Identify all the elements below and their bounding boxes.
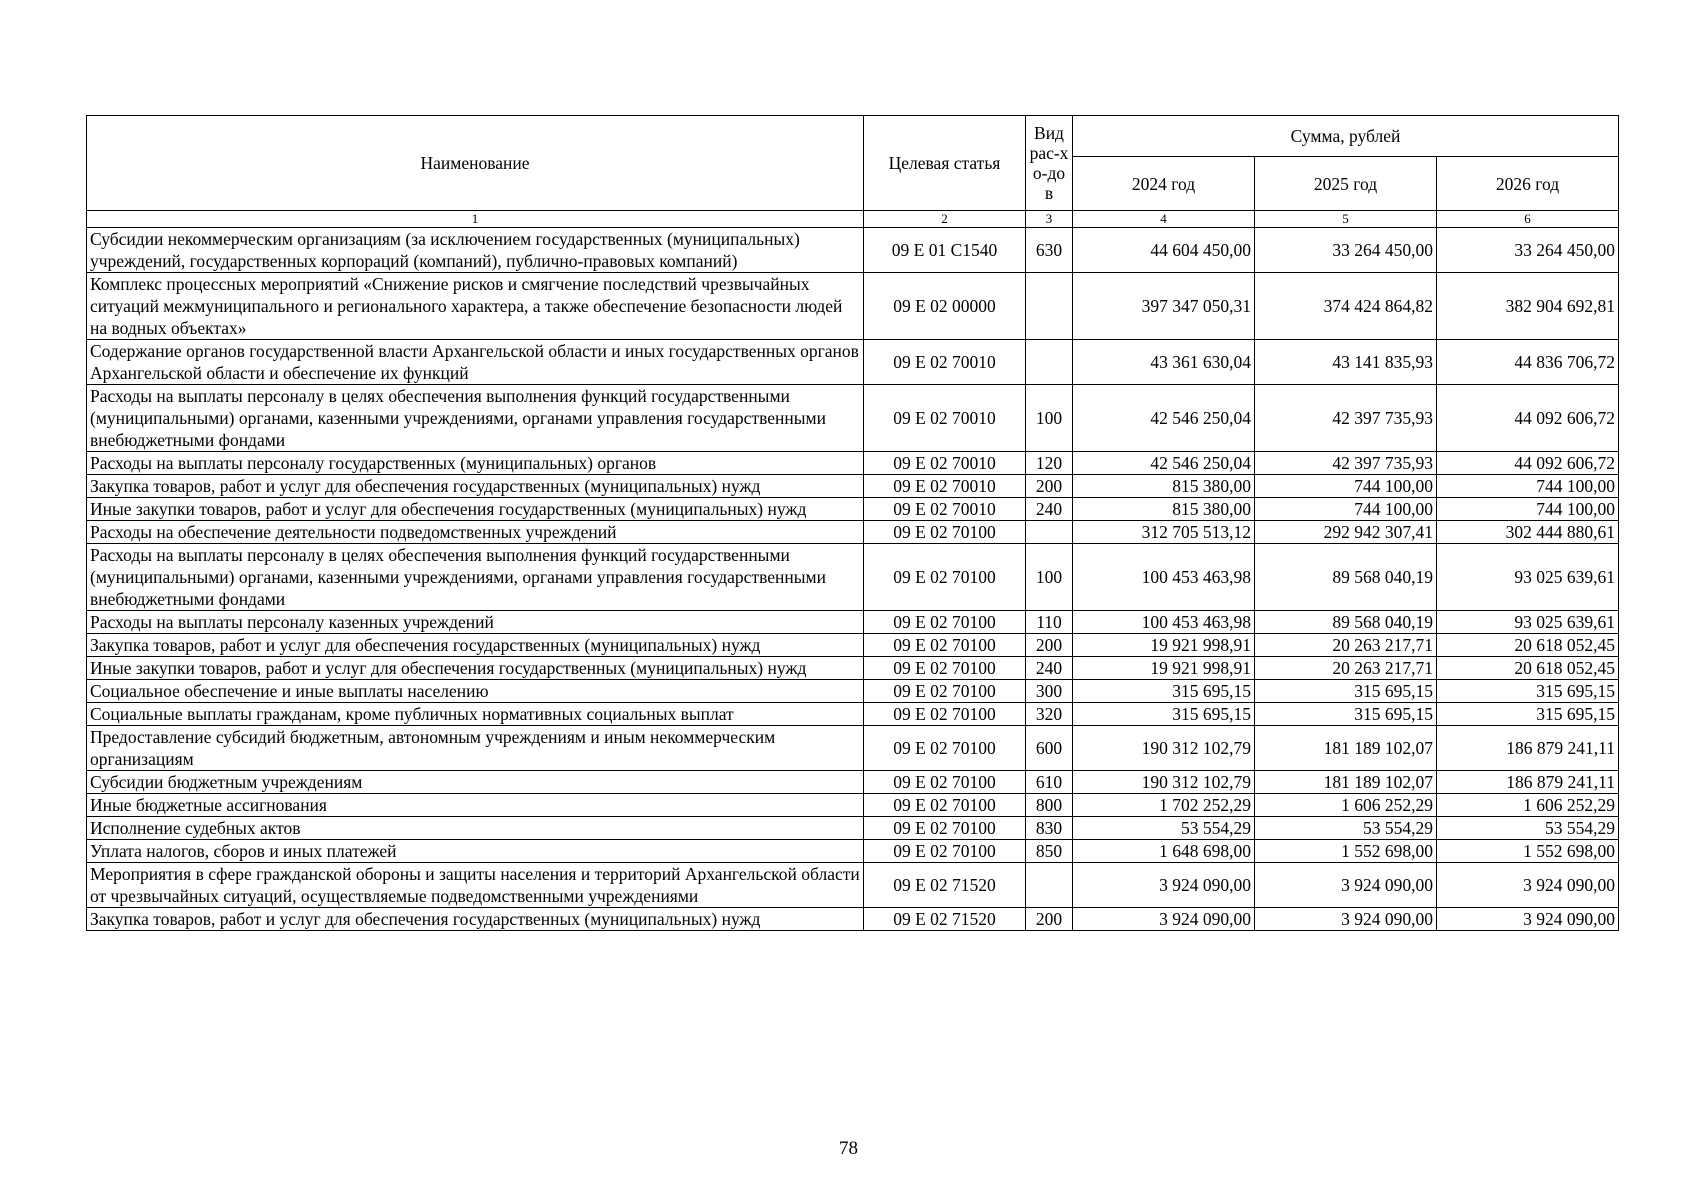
row-amount-2025: 43 141 835,93 [1255,340,1437,385]
row-target-article: 09 Е 02 70100 [864,703,1026,726]
row-expense-type [1026,521,1073,544]
row-name: Субсидии некоммерческим организациям (за исключением государственных (муниципальных) учреждений, государственных корпораций (компаний), публично-правовых компаний) [87,228,864,273]
row-expense-type: 200 [1026,908,1073,931]
table-row [87,794,1619,817]
row-target-article: 09 Е 02 71520 [864,863,1026,908]
row-amount-2024: 19 921 998,91 [1073,657,1255,680]
budget-table [86,115,1619,931]
row-amount-2024: 1 648 698,00 [1073,840,1255,863]
header-name: Наименование [87,116,864,211]
row-amount-2025: 744 100,00 [1255,475,1437,498]
table-row [87,703,1619,726]
row-amount-2024: 815 380,00 [1073,498,1255,521]
row-name: Комплекс процессных мероприятий «Снижение рисков и смягчение последствий чрезвычайных ситуаций межмуниципального и регионального характера, а также обеспечение безопасности людей на водных объектах» [87,273,864,340]
header-year-2024: 2024 год [1073,157,1255,211]
row-target-article: 09 Е 02 70100 [864,634,1026,657]
row-expense-type: 300 [1026,680,1073,703]
row-name: Расходы на выплаты персоналу государственных (муниципальных) органов [87,452,864,475]
table-row [87,771,1619,794]
row-target-article: 09 Е 02 70100 [864,840,1026,863]
header-expense-type: Вид рас-хо-дов [1026,116,1073,211]
row-amount-2024: 19 921 998,91 [1073,634,1255,657]
table-row [87,817,1619,840]
row-amount-2024: 44 604 450,00 [1073,228,1255,273]
row-amount-2024: 42 546 250,04 [1073,385,1255,452]
row-amount-2024: 3 924 090,00 [1073,908,1255,931]
row-amount-2024: 815 380,00 [1073,475,1255,498]
row-expense-type: 830 [1026,817,1073,840]
row-name: Мероприятия в сфере гражданской обороны и защиты населения и территорий Архангельской области от чрезвычайных ситуаций, осуществляемые подведомственными учреждениями [87,863,864,908]
row-expense-type: 240 [1026,657,1073,680]
row-name: Социальные выплаты гражданам, кроме публичных нормативных социальных выплат [87,703,864,726]
row-target-article: 09 Е 01 С1540 [864,228,1026,273]
row-amount-2026: 315 695,15 [1437,703,1619,726]
row-amount-2025: 292 942 307,41 [1255,521,1437,544]
row-target-article: 09 Е 02 70100 [864,817,1026,840]
row-amount-2024: 53 554,29 [1073,817,1255,840]
table-row [87,908,1619,931]
row-target-article: 09 Е 02 70100 [864,657,1026,680]
row-target-article: 09 Е 02 70010 [864,498,1026,521]
row-amount-2025: 315 695,15 [1255,680,1437,703]
row-expense-type: 240 [1026,498,1073,521]
row-name: Социальное обеспечение и иные выплаты населению [87,680,864,703]
table-row [87,680,1619,703]
row-expense-type: 320 [1026,703,1073,726]
row-amount-2025: 42 397 735,93 [1255,385,1437,452]
row-name: Расходы на выплаты персоналу казенных учреждений [87,611,864,634]
row-amount-2026: 315 695,15 [1437,680,1619,703]
row-expense-type: 850 [1026,840,1073,863]
row-target-article: 09 Е 02 70100 [864,794,1026,817]
row-amount-2024: 100 453 463,98 [1073,611,1255,634]
row-amount-2025: 89 568 040,19 [1255,611,1437,634]
row-target-article: 09 Е 02 70010 [864,452,1026,475]
row-target-article: 09 Е 02 70100 [864,680,1026,703]
table-row [87,452,1619,475]
table-row [87,611,1619,634]
row-amount-2026: 93 025 639,61 [1437,544,1619,611]
row-expense-type [1026,273,1073,340]
row-name: Субсидии бюджетным учреждениям [87,771,864,794]
table-row [87,863,1619,908]
table-row [87,634,1619,657]
row-amount-2024: 42 546 250,04 [1073,452,1255,475]
row-expense-type [1026,340,1073,385]
row-amount-2025: 20 263 217,71 [1255,657,1437,680]
row-expense-type: 800 [1026,794,1073,817]
row-amount-2024: 312 705 513,12 [1073,521,1255,544]
table-row [87,273,1619,340]
row-amount-2025: 3 924 090,00 [1255,863,1437,908]
table-row [87,340,1619,385]
row-amount-2025: 42 397 735,93 [1255,452,1437,475]
row-target-article: 09 Е 02 70100 [864,726,1026,771]
row-expense-type: 100 [1026,385,1073,452]
row-amount-2026: 3 924 090,00 [1437,863,1619,908]
row-amount-2026: 302 444 880,61 [1437,521,1619,544]
row-amount-2026: 186 879 241,11 [1437,726,1619,771]
row-amount-2025: 33 264 450,00 [1255,228,1437,273]
row-amount-2025: 3 924 090,00 [1255,908,1437,931]
row-amount-2026: 20 618 052,45 [1437,657,1619,680]
row-name: Расходы на обеспечение деятельности подведомственных учреждений [87,521,864,544]
row-target-article: 09 Е 02 70100 [864,611,1026,634]
row-amount-2026: 1 606 252,29 [1437,794,1619,817]
row-amount-2025: 1 552 698,00 [1255,840,1437,863]
table-row [87,544,1619,611]
row-expense-type: 630 [1026,228,1073,273]
row-amount-2026: 20 618 052,45 [1437,634,1619,657]
row-amount-2026: 3 924 090,00 [1437,908,1619,931]
row-amount-2026: 33 264 450,00 [1437,228,1619,273]
table-row [87,475,1619,498]
row-amount-2024: 190 312 102,79 [1073,726,1255,771]
row-amount-2026: 186 879 241,11 [1437,771,1619,794]
header-sum: Сумма, рублей [1073,116,1619,157]
row-name: Предоставление субсидий бюджетным, автономным учреждениям и иным некоммерческим организациям [87,726,864,771]
row-amount-2025: 181 189 102,07 [1255,726,1437,771]
row-amount-2025: 53 554,29 [1255,817,1437,840]
header-target-article: Целевая статья [864,116,1026,211]
row-expense-type: 200 [1026,475,1073,498]
row-amount-2026: 44 836 706,72 [1437,340,1619,385]
row-name: Закупка товаров, работ и услуг для обеспечения государственных (муниципальных) нужд [87,908,864,931]
row-amount-2026: 382 904 692,81 [1437,273,1619,340]
table-row [87,385,1619,452]
row-amount-2024: 43 361 630,04 [1073,340,1255,385]
row-target-article: 09 Е 02 70100 [864,544,1026,611]
row-amount-2026: 93 025 639,61 [1437,611,1619,634]
row-target-article: 09 Е 02 70100 [864,771,1026,794]
row-amount-2025: 744 100,00 [1255,498,1437,521]
row-name: Закупка товаров, работ и услуг для обеспечения государственных (муниципальных) нужд [87,475,864,498]
row-amount-2025: 89 568 040,19 [1255,544,1437,611]
row-amount-2024: 315 695,15 [1073,680,1255,703]
row-name: Расходы на выплаты персоналу в целях обеспечения выполнения функций государственными (муниципальными) органами, казенными учреждениями, органами управления государственными внебюджетными фондами [87,544,864,611]
row-amount-2026: 53 554,29 [1437,817,1619,840]
column-index: 1 [87,211,864,228]
table-row [87,521,1619,544]
row-amount-2026: 744 100,00 [1437,475,1619,498]
row-target-article: 09 Е 02 70010 [864,475,1026,498]
header-year-2025: 2025 год [1255,157,1437,211]
table-row [87,228,1619,273]
row-amount-2025: 1 606 252,29 [1255,794,1437,817]
row-amount-2025: 20 263 217,71 [1255,634,1437,657]
row-amount-2026: 1 552 698,00 [1437,840,1619,863]
row-name: Иные закупки товаров, работ и услуг для обеспечения государственных (муниципальных) нужд [87,657,864,680]
row-target-article: 09 Е 02 71520 [864,908,1026,931]
column-index: 6 [1437,211,1619,228]
row-name: Закупка товаров, работ и услуг для обеспечения государственных (муниципальных) нужд [87,634,864,657]
table-row [87,840,1619,863]
row-name: Содержание органов государственной власти Архангельской области и иных государственных органов Архангельской области и обеспечение их функций [87,340,864,385]
row-expense-type: 120 [1026,452,1073,475]
row-name: Иные закупки товаров, работ и услуг для обеспечения государственных (муниципальных) нужд [87,498,864,521]
header-year-2026: 2026 год [1437,157,1619,211]
row-expense-type: 600 [1026,726,1073,771]
table-row [87,657,1619,680]
column-index: 4 [1073,211,1255,228]
table-row [87,498,1619,521]
row-expense-type: 110 [1026,611,1073,634]
row-name: Иные бюджетные ассигнования [87,794,864,817]
row-expense-type: 100 [1026,544,1073,611]
row-target-article: 09 Е 02 70100 [864,521,1026,544]
row-amount-2025: 315 695,15 [1255,703,1437,726]
row-amount-2026: 44 092 606,72 [1437,385,1619,452]
column-index: 3 [1026,211,1073,228]
row-amount-2026: 44 092 606,72 [1437,452,1619,475]
column-index: 5 [1255,211,1437,228]
row-expense-type [1026,863,1073,908]
row-name: Уплата налогов, сборов и иных платежей [87,840,864,863]
row-amount-2024: 190 312 102,79 [1073,771,1255,794]
column-index: 2 [864,211,1026,228]
row-amount-2026: 744 100,00 [1437,498,1619,521]
row-amount-2025: 374 424 864,82 [1255,273,1437,340]
page-number: 78 [839,1138,858,1159]
table-row [87,726,1619,771]
row-amount-2024: 397 347 050,31 [1073,273,1255,340]
row-amount-2024: 315 695,15 [1073,703,1255,726]
row-expense-type: 610 [1026,771,1073,794]
row-target-article: 09 Е 02 70010 [864,340,1026,385]
row-target-article: 09 Е 02 00000 [864,273,1026,340]
row-name: Исполнение судебных актов [87,817,864,840]
column-index-row [87,211,1619,228]
row-name: Расходы на выплаты персоналу в целях обеспечения выполнения функций государственными (муниципальными) органами, казенными учреждениями, органами управления государственными внебюджетными фондами [87,385,864,452]
row-target-article: 09 Е 02 70010 [864,385,1026,452]
row-amount-2024: 1 702 252,29 [1073,794,1255,817]
row-amount-2024: 3 924 090,00 [1073,863,1255,908]
row-amount-2024: 100 453 463,98 [1073,544,1255,611]
row-amount-2025: 181 189 102,07 [1255,771,1437,794]
row-expense-type: 200 [1026,634,1073,657]
